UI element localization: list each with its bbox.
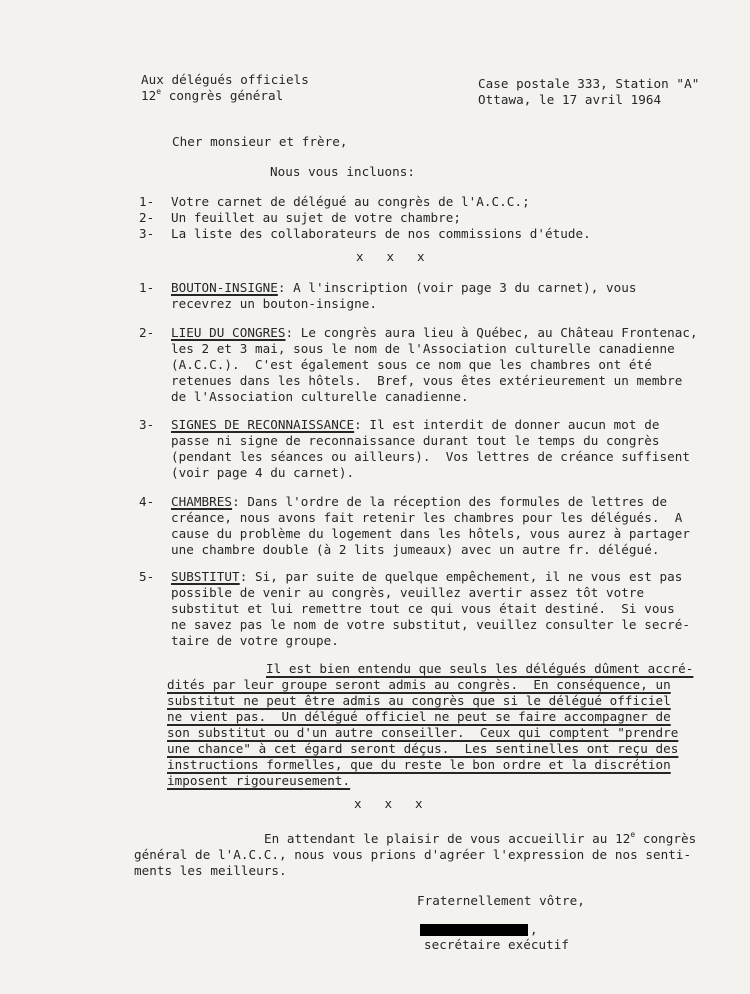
section-line: ne savez pas le nom de votre substitut, veuillez consulter le secré- bbox=[171, 617, 690, 632]
section-number: 1- bbox=[139, 280, 155, 295]
closing-line: ments les meilleurs. bbox=[134, 863, 287, 878]
section-first-line: LIEU DU CONGRES: Le congrès aura lieu à Québec, au Château Frontenac, bbox=[171, 325, 698, 340]
section-number: 4- bbox=[139, 494, 155, 509]
enclosure-item: Votre carnet de délégué au congrès de l'A.C.C.; bbox=[171, 194, 530, 209]
section-line: (A.C.C.). C'est également sous ce nom que les chambres ont été bbox=[171, 357, 652, 372]
section-line: les 2 et 3 mai, sous le nom de l'Association culturelle canadienne bbox=[171, 341, 675, 356]
address-line-2: Ottawa, le 17 avril 1964 bbox=[478, 92, 662, 107]
section-heading: BOUTON-INSIGNE bbox=[171, 280, 278, 295]
section-line: possible de venir au congrès, veuillez avertir assez tôt votre bbox=[171, 585, 645, 600]
separator-1: x x x bbox=[356, 249, 425, 264]
closing-line: En attendant le plaisir de vous accueillir au 12e congrès bbox=[264, 829, 697, 846]
section-heading: CHAMBRES bbox=[171, 494, 233, 509]
notice-line: instructions formelles, que du reste le bon ordre et la discrétion bbox=[167, 757, 671, 772]
redacted-signature bbox=[420, 924, 528, 936]
notice-line: son substitut ou d'un autre conseiller. Ceux qui comptent "prendre bbox=[167, 725, 679, 740]
section-first-line: CHAMBRES: Dans l'ordre de la réception des formules de lettres de bbox=[171, 494, 668, 509]
section-line: une chambre double (à 2 lits jumeaux) avec un autre fr. délégué. bbox=[171, 542, 660, 557]
section-first-line: SUBSTITUT: Si, par suite de quelque empêchement, il ne vous est pas bbox=[171, 569, 683, 584]
section-heading: SUBSTITUT bbox=[171, 569, 240, 584]
enclosure-number: 2- bbox=[139, 210, 155, 225]
section-heading: LIEU DU CONGRES bbox=[171, 325, 286, 340]
section-number: 3- bbox=[139, 417, 155, 432]
recipient-line-2: 12e congrès général bbox=[141, 86, 284, 103]
enclosure-number: 1- bbox=[139, 194, 155, 209]
section-line: créance, nous avons fait retenir les chambres pour les délégués. A bbox=[171, 510, 683, 525]
separator-2: x x x bbox=[354, 796, 423, 811]
enclosure-number: 3- bbox=[139, 226, 155, 241]
section-line: substitut et lui remettre tout ce qui vous était destiné. Si vous bbox=[171, 601, 675, 616]
section-first-line: SIGNES DE RECONNAISSANCE: Il est interdit de donner aucun mot de bbox=[171, 417, 660, 432]
section-line: recevrez un bouton-insigne. bbox=[171, 296, 378, 311]
notice-line: une chance" à cet égard seront déçus. Les sentinelles ont reçu des bbox=[167, 741, 679, 756]
section-heading: SIGNES DE RECONNAISSANCE bbox=[171, 417, 355, 432]
section-number: 2- bbox=[139, 325, 155, 340]
section-line: taire de votre groupe. bbox=[171, 633, 339, 648]
section-number: 5- bbox=[139, 569, 155, 584]
signoff: Fraternellement vôtre, bbox=[417, 893, 585, 908]
signature-title: secrétaire exécutif bbox=[424, 937, 570, 952]
notice-line: imposent rigoureusement. bbox=[167, 773, 351, 788]
section-line: de l'Association culturelle canadienne. bbox=[171, 389, 469, 404]
address-line-1: Case postale 333, Station "A" bbox=[478, 76, 700, 91]
intro-line: Nous vous incluons: bbox=[270, 164, 416, 179]
enclosure-item: La liste des collaborateurs de nos commissions d'étude. bbox=[171, 226, 591, 241]
section-first-line: BOUTON-INSIGNE: A l'inscription (voir page 3 du carnet), vous bbox=[171, 280, 637, 295]
salutation: Cher monsieur et frère, bbox=[172, 134, 348, 149]
signature-comma: , bbox=[530, 922, 538, 937]
section-line: (pendant les séances ou ailleurs). Vos lettres de créance suffisent bbox=[171, 449, 690, 464]
closing-line: général de l'A.C.C., nous vous prions d'agréer l'expression de nos senti- bbox=[134, 847, 692, 862]
notice-line: substitut ne peut être admis au congrès que si le délégué officiel bbox=[167, 693, 671, 708]
notice-line: Il est bien entendu que seuls les délégués dûment accré- bbox=[266, 661, 694, 676]
section-line: cause du problème du logement dans les hôtels, vous aurez à partager bbox=[171, 526, 690, 541]
enclosure-item: Un feuillet au sujet de votre chambre; bbox=[171, 210, 462, 225]
recipient-line-1: Aux délégués officiels bbox=[141, 72, 309, 87]
section-line: passe ni signe de reconnaissance durant tout le temps du congrès bbox=[171, 433, 660, 448]
section-line: retenues dans les hôtels. Bref, vous êtes extérieurement un membre bbox=[171, 373, 683, 388]
notice-line: ne vient pas. Un délégué officiel ne peut se faire accompagner de bbox=[167, 709, 671, 724]
notice-line: dités par leur groupe seront admis au congrès. En conséquence, un bbox=[167, 677, 671, 692]
section-line: (voir page 4 du carnet). bbox=[171, 465, 355, 480]
